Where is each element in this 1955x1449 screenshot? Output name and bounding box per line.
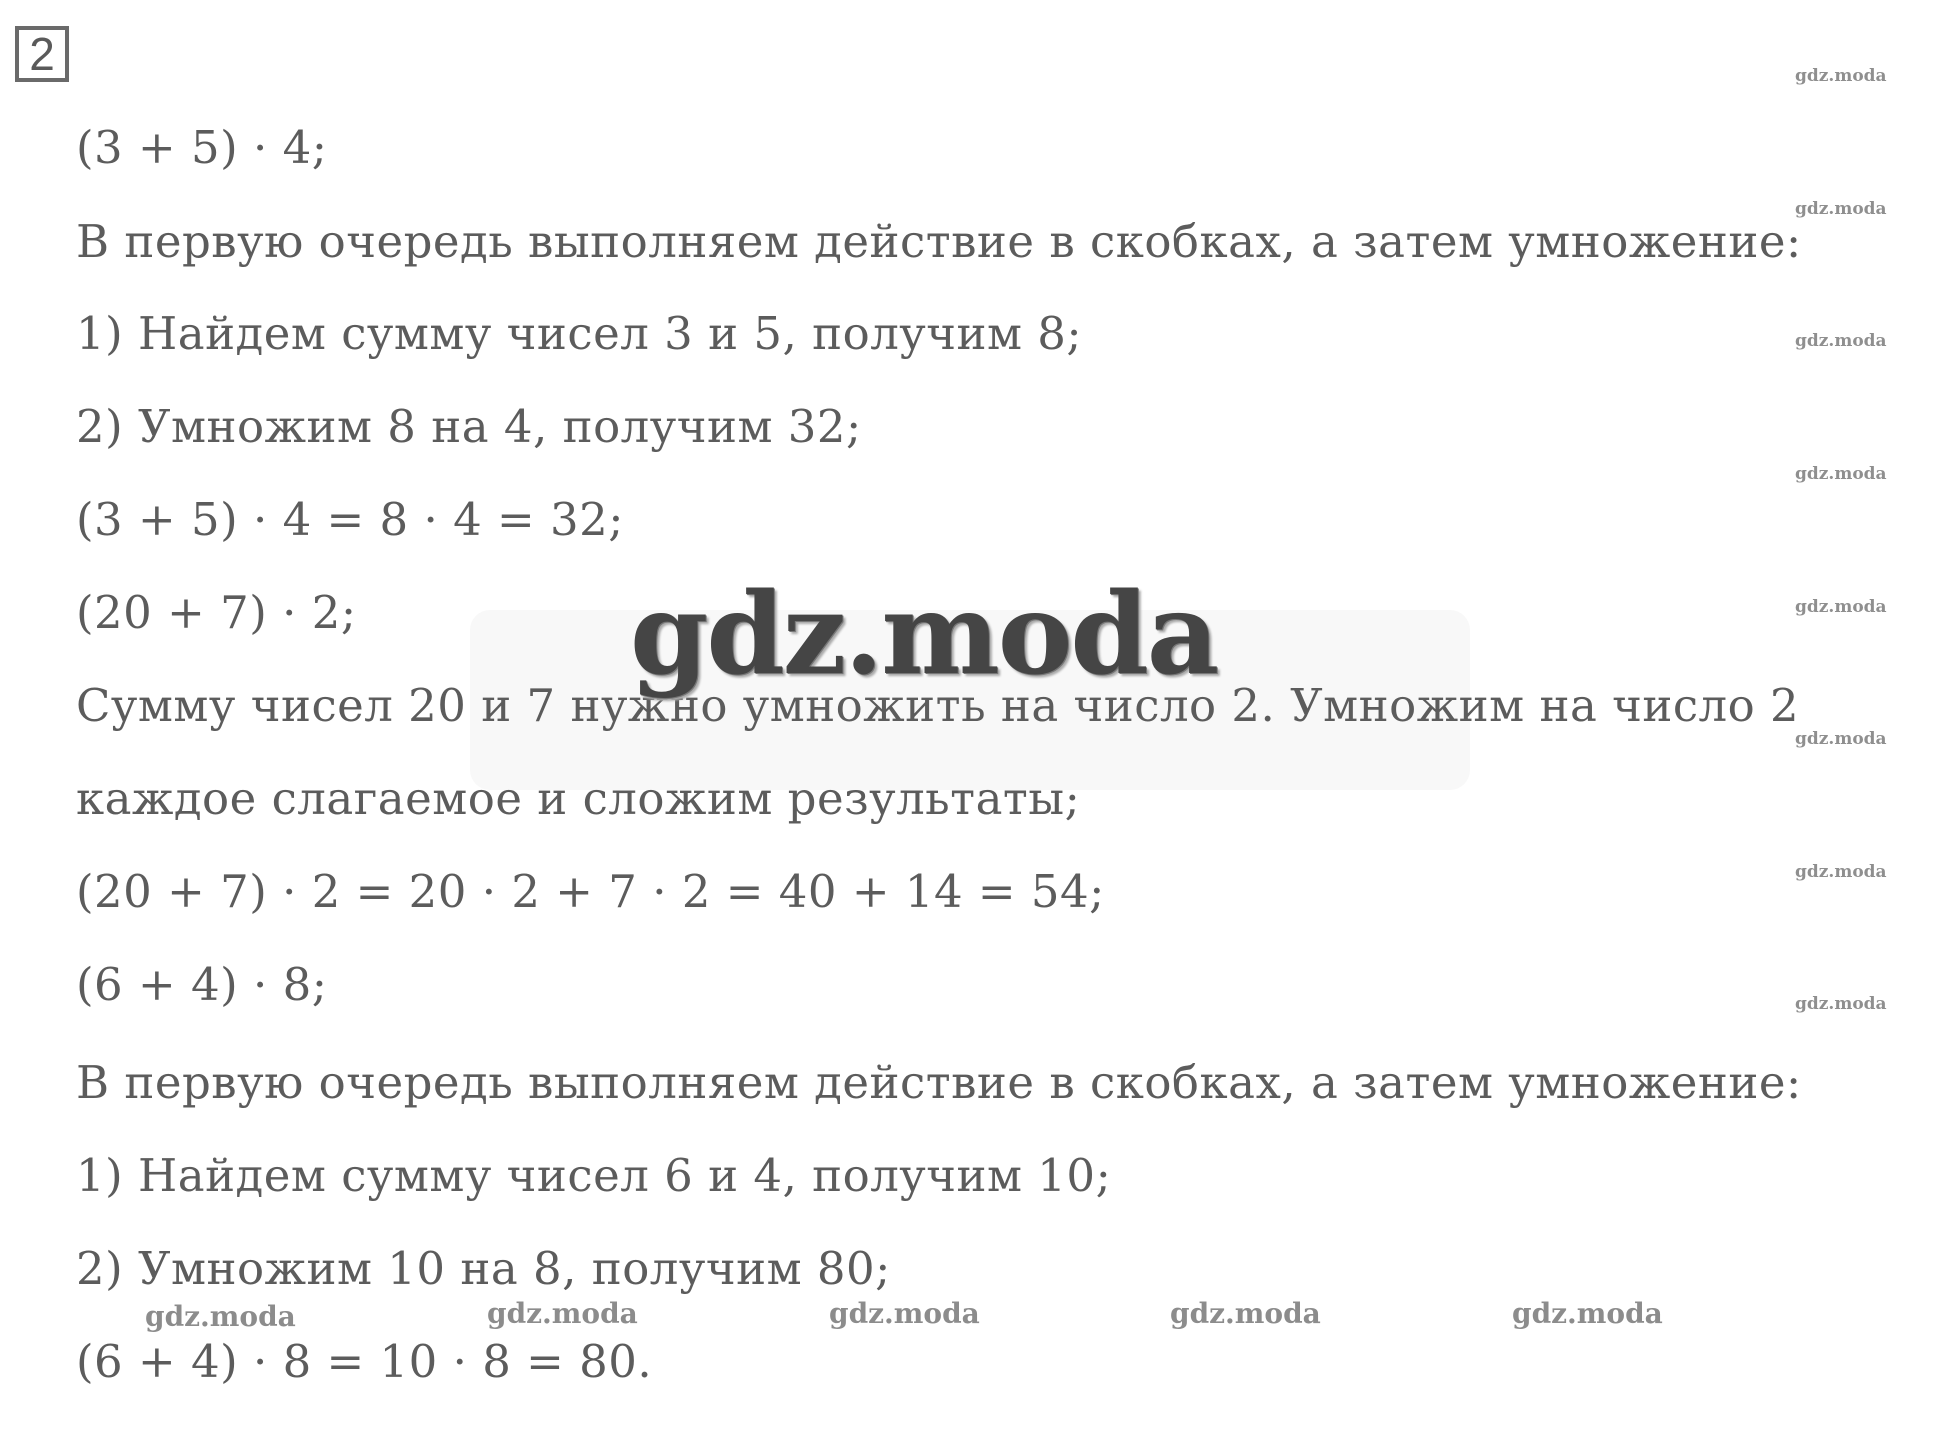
solution-line-9: (20 + 7) · 2 = 20 · 2 + 7 · 2 = 40 + 14 = 54; [76, 865, 1105, 918]
solution-line-2: В первую очередь выполняем действие в скобках, а затем умножение: [76, 215, 1802, 268]
watermark-small: gdz.moda [1795, 862, 1887, 882]
solution-line-7: Сумму чисел 20 и 7 нужно умножить на число 2. Умножим на число 2 [76, 679, 1800, 732]
solution-line-10: (6 + 4) · 8; [76, 958, 328, 1011]
solution-line-1: (3 + 5) · 4; [76, 121, 328, 174]
solution-line-6: (20 + 7) · 2; [76, 586, 357, 639]
watermark-small: gdz.moda [1795, 597, 1887, 617]
watermark-bottom: gdz.moda [1512, 1297, 1663, 1330]
watermark-small: gdz.moda [1795, 994, 1887, 1014]
watermark-bottom: gdz.moda [487, 1297, 638, 1330]
solution-line-12: 1) Найдем сумму чисел 6 и 4, получим 10; [76, 1149, 1112, 1202]
solution-line-3: 1) Найдем сумму чисел 3 и 5, получим 8; [76, 307, 1083, 360]
solution-line-11: В первую очередь выполняем действие в скобках, а затем умножение: [76, 1056, 1802, 1109]
solution-line-13: 2) Умножим 10 на 8, получим 80; [76, 1242, 891, 1295]
watermark-large: gdz.moda [630, 569, 1218, 700]
watermark-bottom: gdz.moda [1170, 1297, 1321, 1330]
solution-line-14: (6 + 4) · 8 = 10 · 8 = 80. [76, 1335, 653, 1388]
solution-line-8: каждое слагаемое и сложим результаты; [76, 772, 1081, 825]
watermark-small: gdz.moda [1795, 199, 1887, 219]
watermark-bottom: gdz.moda [145, 1300, 296, 1333]
solution-line-5: (3 + 5) · 4 = 8 · 4 = 32; [76, 493, 624, 546]
watermark-small: gdz.moda [1795, 66, 1887, 86]
task-number-box: 2 [15, 26, 69, 82]
watermark-small: gdz.moda [1795, 729, 1887, 749]
watermark-small: gdz.moda [1795, 331, 1887, 351]
watermark-small: gdz.moda [1795, 464, 1887, 484]
solution-line-4: 2) Умножим 8 на 4, получим 32; [76, 400, 862, 453]
watermark-bottom: gdz.moda [829, 1297, 980, 1330]
